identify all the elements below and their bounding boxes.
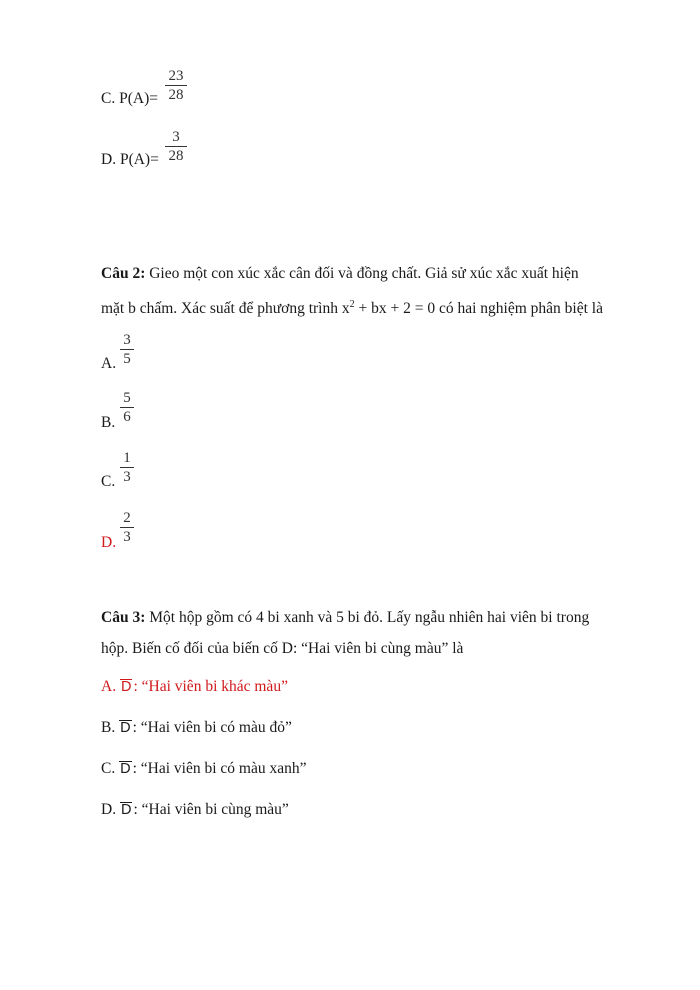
- q2-exponent: 2: [349, 299, 355, 310]
- fraction-numerator: 3: [123, 332, 131, 348]
- fraction-bar: [120, 527, 134, 528]
- q2-option-d: [101, 533, 116, 553]
- q1-option-d-label: D. P(A)=: [101, 151, 159, 168]
- q3-text-line2: hộp. Biến cố đối của biến cố D: “Hai viên bi cùng màu” là: [101, 640, 464, 657]
- q3-option-c-label: C.: [101, 760, 116, 777]
- q3-option-b: [101, 718, 292, 738]
- q2-option-a-label: A.: [101, 355, 117, 372]
- q2-text-line2-post: + bx + 2 = 0 có hai nghiệm phân biệt là: [354, 300, 603, 318]
- fraction-bar: [120, 467, 134, 468]
- q2-option-b-fraction: [120, 390, 134, 425]
- fraction-numerator: 2: [123, 510, 131, 526]
- fraction-bar: [165, 85, 187, 86]
- q2-option-d-label: D.: [101, 534, 117, 551]
- q3-option-c-text: : “Hai viên bi có màu xanh”: [132, 760, 307, 777]
- complement-symbol: D: [120, 720, 131, 736]
- fraction-denominator: 5: [123, 351, 131, 367]
- complement-symbol: D: [120, 679, 132, 695]
- q3-option-a-text: : “Hai viên bi khác màu”: [133, 678, 288, 695]
- q3-stem: [101, 602, 633, 664]
- q3-option-a: [101, 677, 288, 697]
- q2-stem: [101, 258, 633, 324]
- fraction-denominator: 3: [123, 469, 131, 485]
- q2-option-b: [101, 413, 115, 433]
- q3-option-c: [101, 759, 306, 779]
- q3-option-a-label: A.: [101, 678, 117, 695]
- fraction-denominator: 3: [123, 529, 131, 545]
- q2-option-c: [101, 472, 115, 492]
- q2-option-b-label: B.: [101, 414, 116, 431]
- fraction-denominator: 6: [123, 409, 131, 425]
- q3-option-d: [101, 800, 289, 820]
- q3-heading: Câu 3:: [101, 609, 146, 626]
- q2-option-a: [101, 354, 116, 374]
- q2-option-d-fraction: [120, 510, 134, 545]
- fraction-numerator: 23: [168, 68, 184, 84]
- complement-symbol: D: [120, 761, 131, 777]
- complement-symbol: D: [120, 802, 132, 818]
- q1-option-d: [101, 150, 159, 170]
- q2-option-c-fraction: [120, 450, 134, 485]
- q2-heading: Câu 2:: [101, 265, 146, 282]
- q1-option-c: [101, 89, 158, 109]
- q3-option-b-label: B.: [101, 719, 116, 736]
- fraction-denominator: 28: [168, 148, 184, 164]
- q1-option-c-label: C. P(A)=: [101, 90, 158, 107]
- q1-option-c-fraction: [165, 68, 187, 103]
- q3-option-d-label: D.: [101, 801, 117, 818]
- q1-option-d-fraction: [165, 129, 187, 164]
- q2-text-line1: Gieo một con xúc xắc cân đối và đồng chất. Giả sử xúc xắc xuất hiện: [145, 265, 579, 282]
- fraction-bar: [120, 407, 134, 408]
- fraction-denominator: 28: [168, 87, 184, 103]
- q2-option-a-fraction: [120, 332, 134, 367]
- fraction-numerator: 3: [172, 129, 180, 145]
- q3-option-b-text: : “Hai viên bi có màu đỏ”: [132, 719, 292, 736]
- fraction-numerator: 1: [123, 450, 131, 466]
- q3-option-d-text: : “Hai viên bi cùng màu”: [133, 801, 289, 818]
- q3-text-line1: Một hộp gồm có 4 bi xanh và 5 bi đỏ. Lấy ngẫu nhiên hai viên bi trong: [145, 609, 590, 626]
- fraction-bar: [120, 349, 134, 350]
- fraction-bar: [165, 146, 187, 147]
- q2-text-line2-pre: mặt b chấm. Xác suất để phương trình x: [101, 300, 350, 318]
- fraction-numerator: 5: [123, 390, 131, 406]
- q2-option-c-label: C.: [101, 473, 116, 490]
